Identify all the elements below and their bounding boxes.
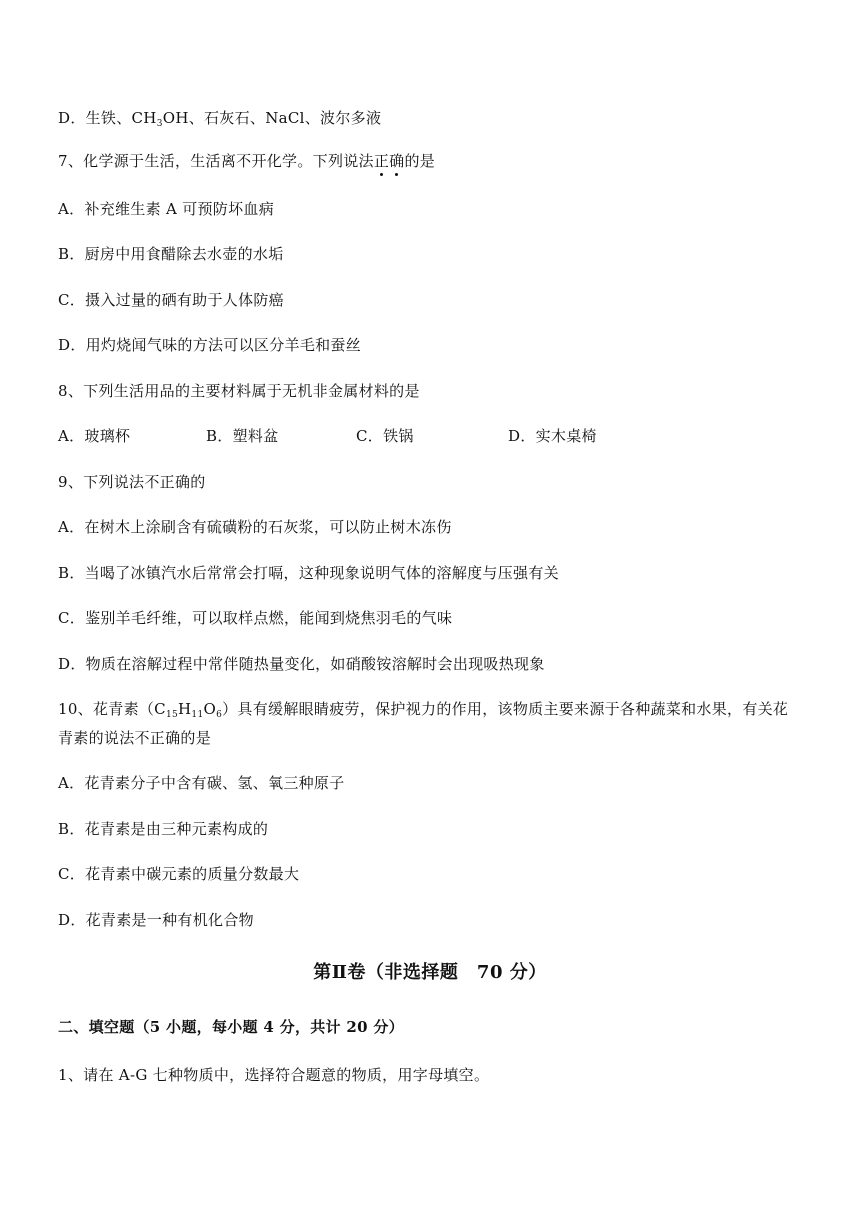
- subscript: 15: [165, 710, 179, 720]
- q10-option-c: C．花青素中碳元素的质量分数最大: [58, 865, 300, 883]
- q7-option-c: C．摄入过量的硒有助于人体防癌: [58, 291, 284, 309]
- section-title: 第Ⅱ卷（非选择题 70 分）: [313, 962, 547, 983]
- q8-option-c: C．铁锅: [356, 427, 414, 445]
- q10-option-a: A．花青素分子中含有碳、氢、氧三种原子: [58, 774, 345, 792]
- q8-option-d: D．实木桌椅: [508, 427, 597, 445]
- q6-option-d-suffix: OH、石灰石、NaCl、波尔多液: [162, 109, 382, 127]
- section-heading: 二、填空题（5 小题，每小题 4 分，共计 20 分）: [58, 1018, 404, 1036]
- q7-stem: [58, 151, 435, 171]
- q7-option-b: B．厨房中用食醋除去水壶的水垢: [58, 245, 284, 263]
- q7-stem-end: 的是: [404, 152, 436, 170]
- subscript: 11: [191, 710, 204, 720]
- q7-stem-text: 7、化学源于生活，生活离不开化学。下列说法: [58, 152, 374, 170]
- emphasis-char: 正: [373, 152, 390, 170]
- q6-option-d-prefix: D．生铁、CH: [58, 109, 157, 127]
- q10-stem: [58, 695, 803, 753]
- q9-option-b: B．当喝了冰镇汽水后常常会打嗝，这种现象说明气体的溶解度与压强有关: [58, 564, 559, 582]
- subscript: 6: [216, 710, 223, 720]
- q9-option-c: C．鉴别羊毛纤维，可以取样点燃，能闻到烧焦羽毛的气味: [58, 609, 453, 627]
- q10-option-b: B．花青素是由三种元素构成的: [58, 820, 269, 838]
- q7-option-a: A．补充维生素 A 可预防坏血病: [58, 200, 275, 218]
- q8-options: [58, 426, 803, 446]
- q8-option-a: A．玻璃杯: [58, 427, 131, 445]
- section2-q1-stem: 1、请在 A-G 七种物质中，选择符合题意的物质，用字母填空。: [58, 1066, 490, 1084]
- q9-stem: 9、下列说法不正确的: [58, 473, 206, 491]
- q9-option-a: A．在树木上涂刷含有硫磺粉的石灰浆，可以防止树木冻伤: [58, 518, 452, 536]
- q7-option-d: D．用灼烧闻气味的方法可以区分羊毛和蚕丝: [58, 336, 362, 354]
- q10-option-d: D．花青素是一种有机化合物: [58, 911, 254, 929]
- q9-option-d: D．物质在溶解过程中常伴随热量变化，如硝酸铵溶解时会出现吸热现象: [58, 655, 545, 673]
- emphasis-char: 确: [389, 152, 405, 170]
- q8-option-b: B．塑料盆: [206, 427, 279, 445]
- element-symbol: O: [203, 700, 217, 718]
- q10-stem-prefix: 10、花青素（C: [58, 700, 166, 718]
- subscript: 3: [156, 119, 163, 129]
- q8-stem: 8、下列生活用品的主要材料属于无机非金属材料的是: [58, 382, 420, 400]
- q6-option-d: [58, 108, 381, 128]
- q10-stem-suffix: ）具有缓解眼睛疲劳，保护视力的作用，该物质主要来源于各种蔬菜和水果，有关花青素的说法不正确的是: [58, 700, 789, 747]
- element-symbol: H: [178, 700, 192, 718]
